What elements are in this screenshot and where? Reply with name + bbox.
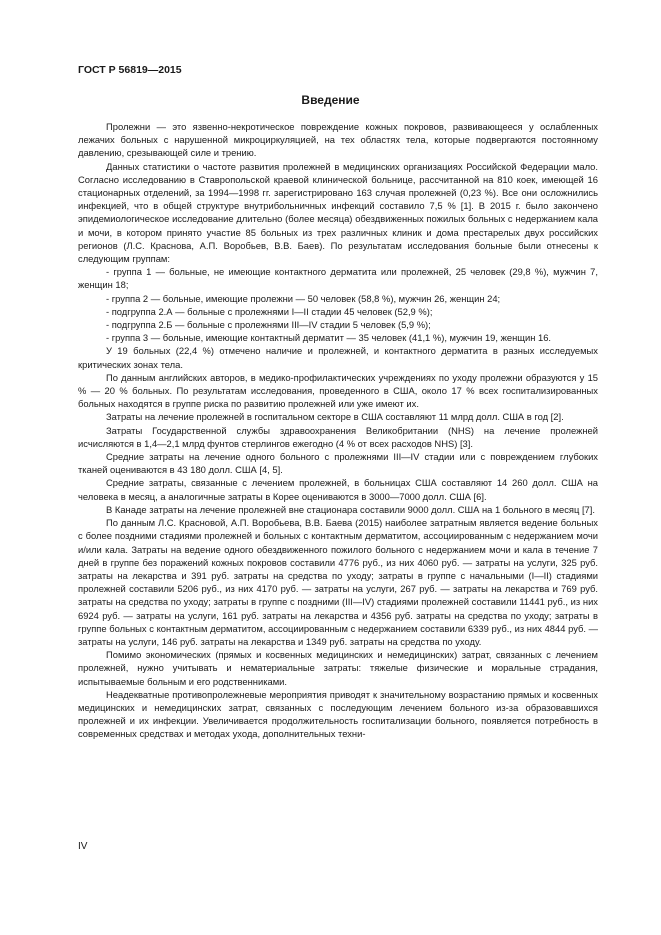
section-title: Введение: [301, 93, 360, 107]
body-text: [78, 120, 598, 741]
paragraph: По данным английских авторов, в медико-профилактических учреждениях по уходу пролежни образуются у 15 % — 20 % больных. По результатам исследования, проведенного в США, около 17 % всех госпитализированных больных находятся в группе риска по развитию пролежней или уже имеют их.: [78, 371, 598, 410]
paragraph: Пролежни — это язвенно-некротическое повреждение кожных покровов, развивающееся у ослабленных лежачих больных с нарушенной микроциркуляцией, на тех областях тела, которые подвергаются постоянному давлению, срезывающей силе и трению.: [78, 121, 598, 159]
document-header: ГОСТ Р 56819—2015: [78, 64, 182, 76]
paragraph: По данным Л.С. Красновой, А.П. Воробьева, В.В. Баева (2015) наиболее затратным является ведение больных с более поздними стадиями пролежней и больных с контактным дерматитом, ассоциированным с недержанием мочи и/или кала. Затраты на ведение одного обездвиженного пожилого больного с недержанием мочи и кала в течение 7 дней в группе без поражений кожных покровов составили 4776 руб., из них 4060 руб. — затраты на услуги, 325 руб. затраты на лекарства и 391 руб. затраты на средства по уходу; затраты в группе с начальными (I—II) стадиями пролежней составили 5206 руб., из них 4170 руб. — затраты на услуги, 267 руб. — затраты на лекарства и 769 руб. затраты на средства по уходу; затраты в группе с поздними (III—IV) стадиями пролежней составили 11441 руб., из них 6924 руб. — затраты на услуги, 161 руб. затраты на лекарства и 4356 руб. затраты на средства по уходу; затраты в группе больных с контактным дерматитом, ассоциированным с недержанием составили 6339 руб., из них 4844 руб. — затраты на услуги, 146 руб. затраты на лекарства и 1349 руб. затраты на средства по уходу.: [78, 517, 598, 647]
paragraph: Затраты на лечение пролежней в госпитальном секторе в США составляют 11 млрд долл. США в год [2].: [106, 411, 564, 423]
list-item: - подгруппа 2.Б — больные с пролежнями III—IV стадии 5 человек (5,9 %);: [106, 319, 431, 331]
paragraph: Помимо экономических (прямых и косвенных медицинских и немедицинских) затрат, связанных с лечением пролежней, нужно учитывать и нематериальные затраты: тяжелые физические и моральные страдания, испытываемые больным и его родственниками.: [78, 649, 598, 687]
paragraph: Неадекватные противопролежневые мероприятия приводят к значительному возрастанию прямых и косвенных медицинских и немедицинских затрат, связанных с последующим лечением больного из-за образовавшихся пролежней и их инфекции. Увеличивается продолжительность госпитализации больного, появляется потребность в современных средствах и методах ухода, дополнительных техни-: [78, 688, 598, 740]
list-item: - подгруппа 2.А — больные с пролежнями I—II стадии 45 человек (52,9 %);: [106, 305, 433, 317]
paragraph: Затраты Государственной службы здравоохранения Великобритании (NHS) на лечение пролежней исчисляются в 1,4—2,1 млрд фунтов стерлингов ежегодно (4 % от всех расходов NHS) [3].: [78, 424, 598, 449]
paragraph: Средние затраты, связанные с лечением пролежней, в больницах США составляют 14 260 долл. США на человека в месяц, а аналогичные затраты в Корее оцениваются в 3000—7000 долл. США [6].: [78, 477, 598, 502]
paragraph: Данных статистики о частоте развития пролежней в медицинских организациях Российской Федерации мало. Согласно исследованию в Ставропольской краевой клинической больнице, рассчитанной на 810 коек, имеющей 16 стационарных отделений, за 1994—1998 гг. зарегистрировано 163 случая пролежней (0,23 %). Все они осложнились инфекцией, что в общей структуре внутрибольничных инфекций составило 7,5 % [1]. В 2015 г. было закончено эпидемиологическое исследование длительно (более месяца) обездвиженных пожилых больных с недержанием кала и мочи, в котором принято участие 85 больных из трех различных клиник и дома престарелых двух российских регионов (Л.С. Краснова, А.П. Воробьев, В.В. Баев). По результатам исследования больные были отнесены к следующим группам:: [78, 160, 598, 265]
list-item: - группа 2 — больные, имеющие пролежни — 50 человек (58,8 %), мужчин 26, женщин 24;: [106, 292, 501, 304]
paragraph: У 19 больных (22,4 %) отмечено наличие и пролежней, и контактного дерматита в разных исследуемых критических зонах тела.: [78, 345, 598, 370]
paragraph: В Канаде затраты на лечение пролежней вне стационара составили 9000 долл. США на 1 больного в месяц [7].: [106, 503, 595, 515]
list-item: - группа 1 — больные, не имеющие контактного дерматита или пролежней, 25 человек (29,8 %), мужчин 7, женщин 18;: [78, 266, 598, 291]
page-number: IV: [78, 841, 88, 852]
paragraph: Средние затраты на лечение одного больного с пролежнями III—IV стадии или с повреждением глубоких тканей оцениваются в 43 180 долл. США [4, 5].: [78, 451, 598, 476]
list-item: - группа 3 — больные, имеющие контактный дерматит — 35 человек (41,1 %), мужчин 19, женщин 16.: [106, 332, 552, 344]
